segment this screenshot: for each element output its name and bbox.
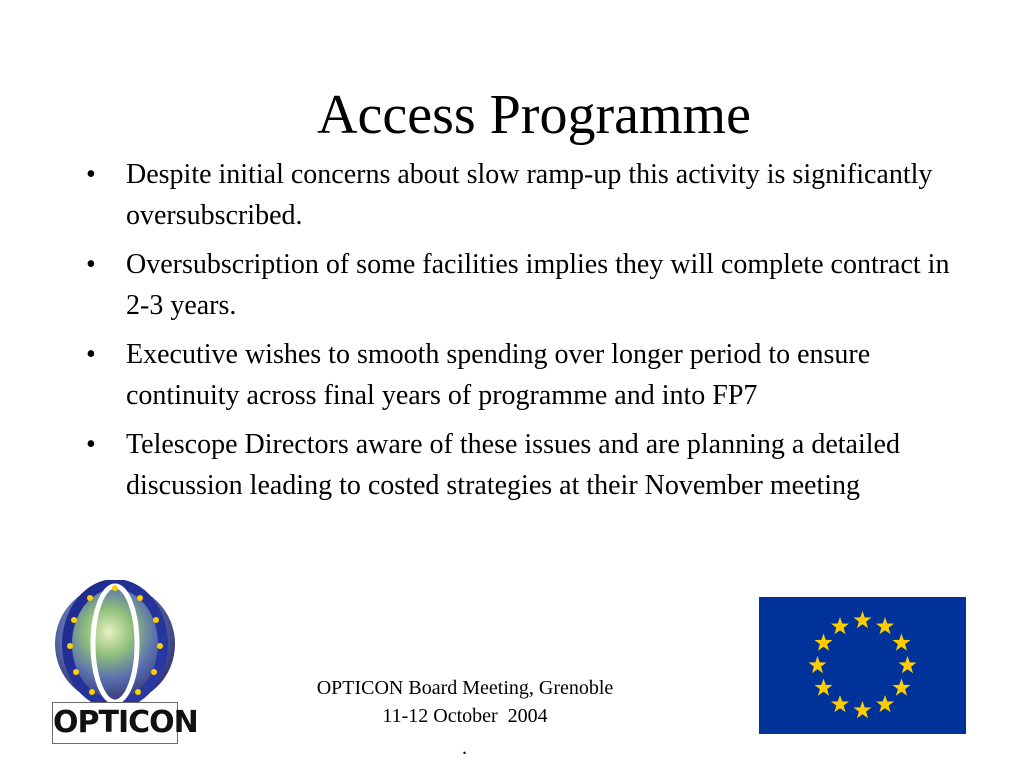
bullet-item [84,334,954,416]
footer [250,674,680,730]
bullet-text: Despite initial concerns about slow ramp-up this activity is significantly oversubscribed. [126,159,933,231]
opticon-ring-icon [52,580,178,706]
footer-line2: 11-12 October 2004 [382,705,548,727]
bullet-marker: • [86,339,96,370]
bullet-text: Telescope Directors aware of these issues and are planning a detailed discussion leading to costed strategies at their November meeting [126,429,900,501]
bullet-marker: • [86,159,96,190]
bullet-item [84,154,954,236]
eu-flag-icon [759,597,966,734]
footer-dot: . [462,737,467,759]
bullet-item [84,244,954,326]
opticon-logo [52,580,198,744]
bullet-text: Executive wishes to smooth spending over longer period to ensure continuity across final years of programme and into FP7 [126,339,871,411]
footer-line1: OPTICON Board Meeting, Grenoble [316,677,614,699]
bullet-marker: • [86,249,96,280]
logo-text: OPTICON [52,702,178,744]
bullet-item [84,424,954,506]
eu-flag [759,597,966,734]
bullet-list [84,154,954,514]
bullet-text: Oversubscription of some facilities implies they will complete contract in 2-3 years. [126,249,950,321]
slide-title: Access Programme [317,84,751,146]
bullet-marker: • [86,429,96,460]
